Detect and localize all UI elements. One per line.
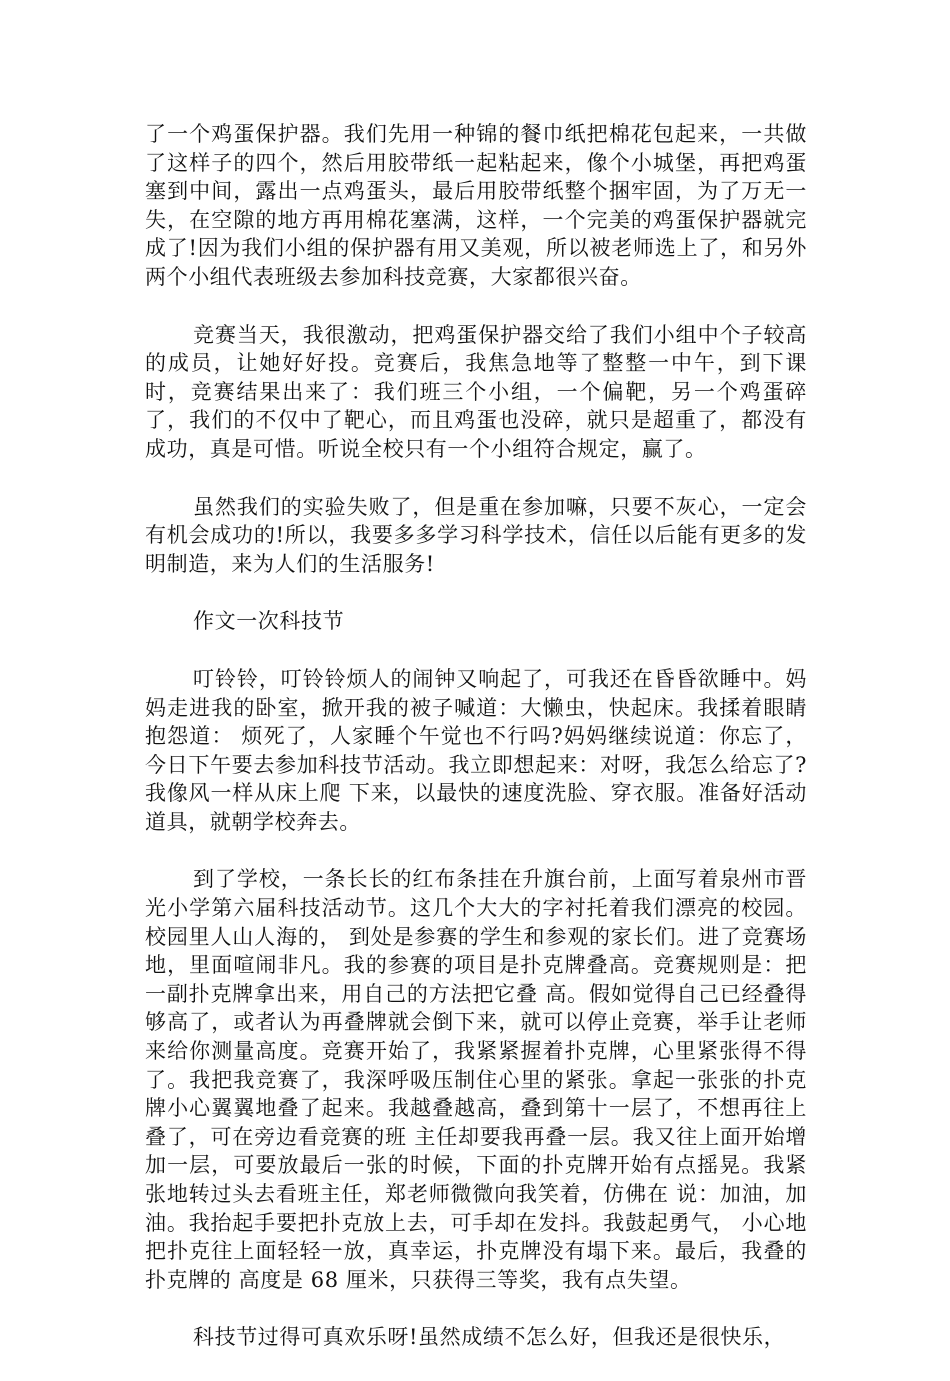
paragraph-card-stacking: 到了学校，一条长长的红布条挂在升旗台前，上面写着泉州市晋光小学第六届科技活动节。这几个大大的字衬托着我们漂亮的校园。校园里人山人海的， 到处是参赛的学生和参观的家长们。进了竞赛场地，里面喧闹非凡。我的参赛的项目是扑克牌叠高。竞赛规则是：把一副扑克牌拿出来，用自己的方法把它叠 高。假如觉得自己已经叠得够高了，或者认为再叠牌就会倒下来，就可以停止竞赛，举手让老师来给你测量高度。竞赛开始了，我紧紧握着扑克牌，心里紧张得不得 了。我把我竞赛了，我深呼吸压制住心里的紧张。拿起一张张的扑克牌小心翼翼地叠了起来。我越叠越高，叠到第十一层了，不想再往上叠了，可在旁边看竞赛的班 主任却要我再叠一层。我又往上面开始增加一层，可要放最后一张的时候，下面的扑克牌开始有点摇晃。我紧张地转过头去看班主任，郑老师微微向我笑着，仿佛在 说：加油，加油。我抬起手要把扑克放上去，可手却在发抖。我鼓起勇气， 小心地把扑克往上面轻轻一放，真幸运，扑克牌没有塌下来。最后，我叠的扑克牌的 高度是 68 厘米，只获得三等奖，我有点失望。 — [145, 867, 807, 1292]
paragraph-conclusion: 虽然我们的实验失败了，但是重在参加嘛，只要不灰心，一定会有机会成功的!所以，我要多多学习科学技术，信任以后能有更多的发明制造，来为人们的生活服务! — [145, 494, 807, 576]
document-body — [145, 120, 807, 1381]
paragraph-competition-day: 竞赛当天，我很激动，把鸡蛋保护器交给了我们小组中个子较高的成员，让她好好投。竞赛后，我焦急地等了整整一中午，到下课时，竞赛结果出来了：我们班三个小组，一个偏靶，另一个鸡蛋碎了，我们的不仅中了靶心，而且鸡蛋也没碎，就只是超重了，都没有成功，真是可惜。听说全校只有一个小组符合规定，赢了。 — [145, 322, 807, 461]
paragraph-egg-protector: 了一个鸡蛋保护器。我们先用一种锦的餐巾纸把棉花包起来，一共做了这样子的四个，然后用胶带纸一起粘起来，像个小城堡，再把鸡蛋塞到中间，露出一点鸡蛋头，最后用胶带纸整个捆牢固，为了万无一失，在空隙的地方再用棉花塞满，这样，一个完美的鸡蛋保护器就完成了!因为我们小组的保护器有用又美观，所以被老师选上了，和另外两个小组代表班级去参加科技竞赛，大家都很兴奋。 — [145, 122, 807, 289]
paragraph-alarm-clock: 叮铃铃，叮铃铃烦人的闹钟又响起了，可我还在昏昏欲睡中。妈妈走进我的卧室，掀开我的被子喊道：大懒虫，快起床。我揉着眼睛抱怨道： 烦死了，人家睡个午觉也不行吗?妈妈继续说道：你忘了，今日下午要去参加科技节活动。我立即想起来：对呀，我怎么给忘了?我像风一样从床上爬 下来，以最快的速度洗脸、穿衣服。准备好活动道具，就朝学校奔去。 — [145, 666, 807, 834]
essay-title: 作文一次科技节 — [193, 609, 345, 634]
paragraph-ending: 科技节过得可真欢乐呀!虽然成绩不怎么好，但我还是很快乐， — [193, 1325, 786, 1350]
